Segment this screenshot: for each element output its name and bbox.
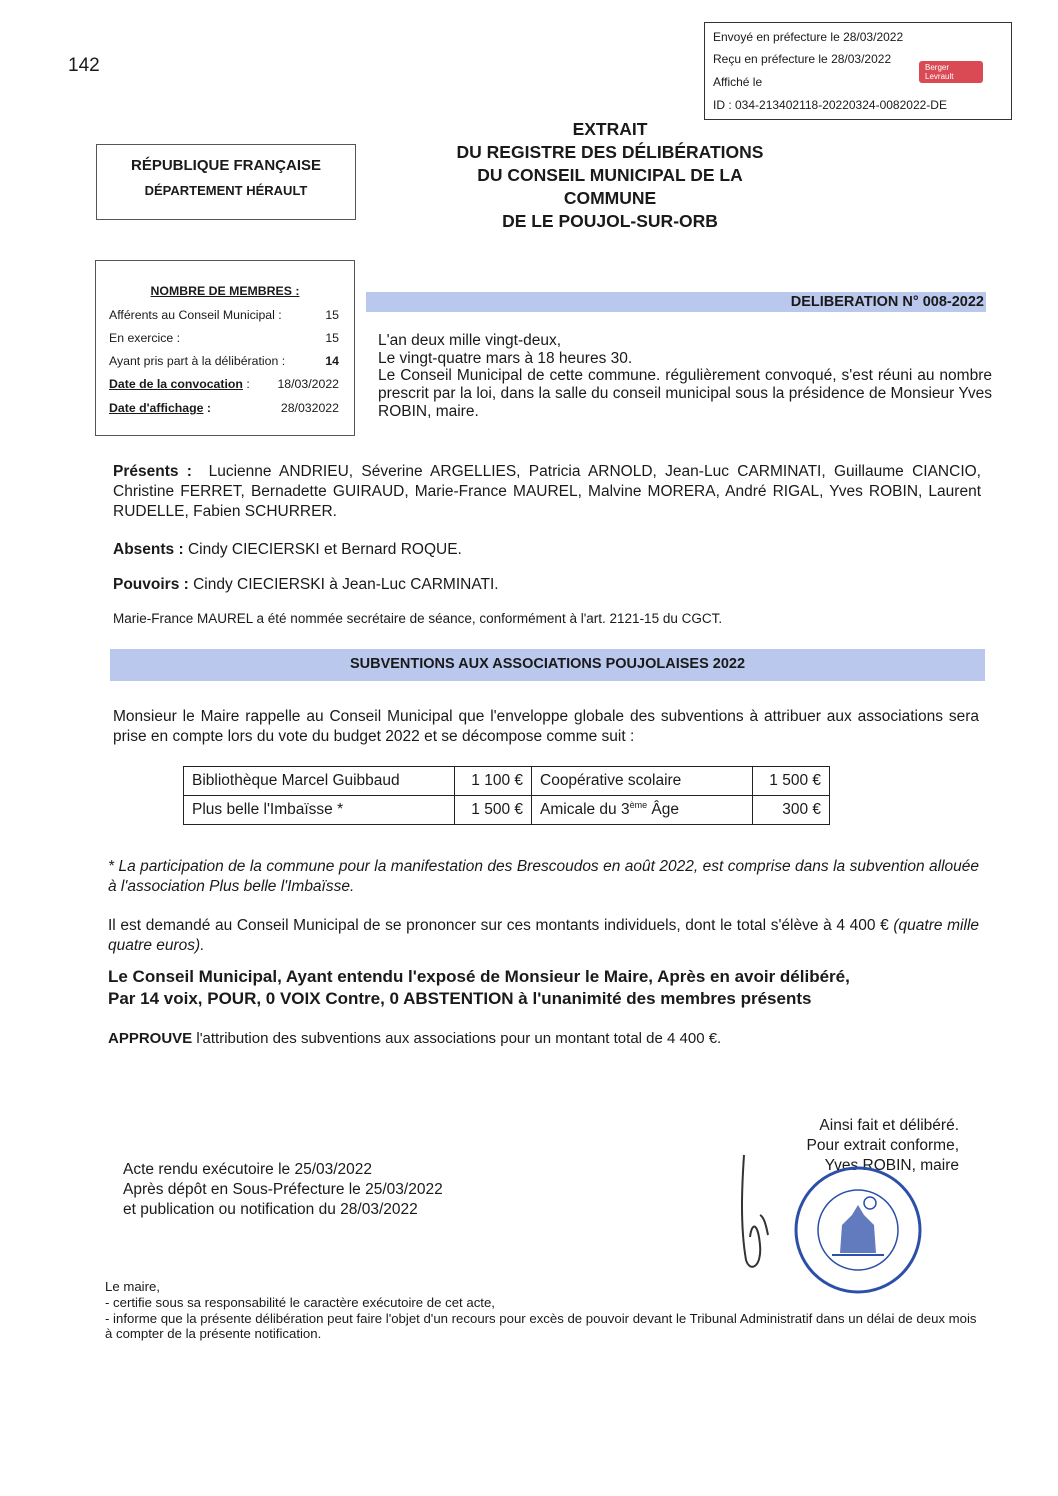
association-name: Amicale du 3ème Âge — [532, 796, 753, 825]
association-name: Bibliothèque Marcel Guibbaud — [184, 767, 455, 796]
handwritten-signature — [742, 1155, 768, 1267]
members-convocation: Date de la convocation : 18/03/2022 — [109, 377, 339, 391]
association-name: Plus belle l'Imbaïsse * — [184, 796, 455, 825]
footnote: * La participation de la commune pour la manifestation des Brescoudos en août 2022, est comprise dans la subvention allouée à l'association Plus belle l'Imbaïsse. — [108, 858, 979, 895]
association-name: Coopérative scolaire — [532, 767, 753, 796]
members-heading: NOMBRE DE MEMBRES : — [150, 284, 300, 298]
republique-label: RÉPUBLIQUE FRANÇAISE — [130, 157, 321, 174]
members-box — [95, 260, 355, 436]
page-number: 142 — [68, 55, 100, 76]
table-row — [184, 796, 830, 825]
berger-levrault-logo: Berger Levrault — [919, 61, 983, 83]
departement-label: DÉPARTEMENT HÉRAULT — [144, 183, 308, 198]
association-amount: 300 € — [753, 796, 830, 825]
signature-block: Ainsi fait et délibéré. Pour extrait conforme, Yves ROBIN, maire — [806, 1117, 959, 1174]
maire-certification: Le maire, - certifie sous sa responsabilité le caractère exécutoire de cet acte, - informe que la présente délibération peut faire l'objet d'un recours pour excès de pouvoir devant le Tribunal Administratif dans un délai de deux mois à compter de la présente notification. — [105, 1279, 977, 1342]
association-amount: 1 500 € — [455, 796, 532, 825]
table-row — [184, 767, 830, 796]
mairie-seal — [796, 1168, 920, 1292]
subventions-table — [183, 766, 830, 825]
members-exercice: En exercice : 15 — [109, 331, 339, 345]
members-part: Ayant pris part à la délibération : 14 — [109, 354, 339, 368]
stamp-envoye: Envoyé en préfecture le 28/03/2022 — [713, 30, 904, 44]
approuve-line: APPROUVE l'attribution des subventions aux associations pour un montant total de 4 400 €. — [108, 1030, 722, 1047]
presents-paragraph: Présents : Lucienne ANDRIEU, Séverine ARGELLIES, Patricia ARNOLD, Jean-Luc CARMINATI, Guillaume CIANCIO, Christine FERRET, Bernadette GUIRAUD, Marie-France MAUREL, Malvine MORERA, André RIGAL, Yves ROBIN, Laurent RUDELLE, Fabien SCHURRER. — [113, 463, 981, 520]
republique-box — [96, 144, 356, 220]
demande-paragraph: Il est demandé au Conseil Municipal de se prononcer sur ces montants individuels, dont le total s'élève à 4 400 € (quatre mille quatre euros). — [108, 917, 980, 954]
stamp-id: ID : 034-213402118-20220324-0082022-DE — [713, 98, 947, 112]
members-affichage: Date d'affichage : 28/032022 — [109, 401, 339, 415]
members-afferents: Afférents au Conseil Municipal : 15 — [109, 308, 339, 322]
absents-line: Absents : Cindy CIECIERSKI et Bernard ROQUE. — [113, 541, 462, 558]
prefecture-stamp — [704, 22, 1012, 120]
association-amount: 1 500 € — [753, 767, 830, 796]
secretaire-line: Marie-France MAUREL a été nommée secrétaire de séance, conformément à l'art. 2121-15 du CGCT. — [113, 611, 723, 626]
stamp-affiche: Affiché le — [713, 75, 763, 89]
intro-paragraph: L'an deux mille vingt-deux, Le vingt-quatre mars à 18 heures 30. Le Conseil Municipal de cette commune. régulièrement convoqué, s'est réuni au nombre prescrit par la loi, dans la salle du conseil municipal sous la présidence de Monsieur Yves ROBIN, maire. — [378, 332, 992, 420]
acte-executoire: Acte rendu exécutoire le 25/03/2022 Après dépôt en Sous-Préfecture le 25/03/2022 et publication ou notification du 28/03/2022 — [123, 1161, 443, 1218]
document-title: EXTRAIT DU REGISTRE DES DÉLIBÉRATIONS DU CONSEIL MUNICIPAL DE LA COMMUNE DE LE POUJOL-SUR-ORB — [456, 119, 764, 231]
stamp-recu: Reçu en préfecture le 28/03/2022 — [713, 52, 892, 66]
decision-statement: Le Conseil Municipal, Ayant entendu l'exposé de Monsieur le Maire, Après en avoir délibéré, Par 14 voix, POUR, 0 VOIX Contre, 0 ABSTENTION à l'unanimité des membres présents — [108, 967, 850, 1008]
rappel-paragraph: Monsieur le Maire rappelle au Conseil Municipal que l'enveloppe globale des subventions à attribuer aux associations sera prise en compte lors du vote du budget 2022 et se décompose comme suit : — [113, 708, 979, 745]
pouvoirs-line: Pouvoirs : Cindy CIECIERSKI à Jean-Luc CARMINATI. — [113, 576, 499, 593]
subject-title: SUBVENTIONS AUX ASSOCIATIONS POUJOLAISES 2022 — [349, 656, 746, 672]
deliberation-number: DELIBERATION N° 008-2022 — [790, 294, 984, 310]
association-amount: 1 100 € — [455, 767, 532, 796]
